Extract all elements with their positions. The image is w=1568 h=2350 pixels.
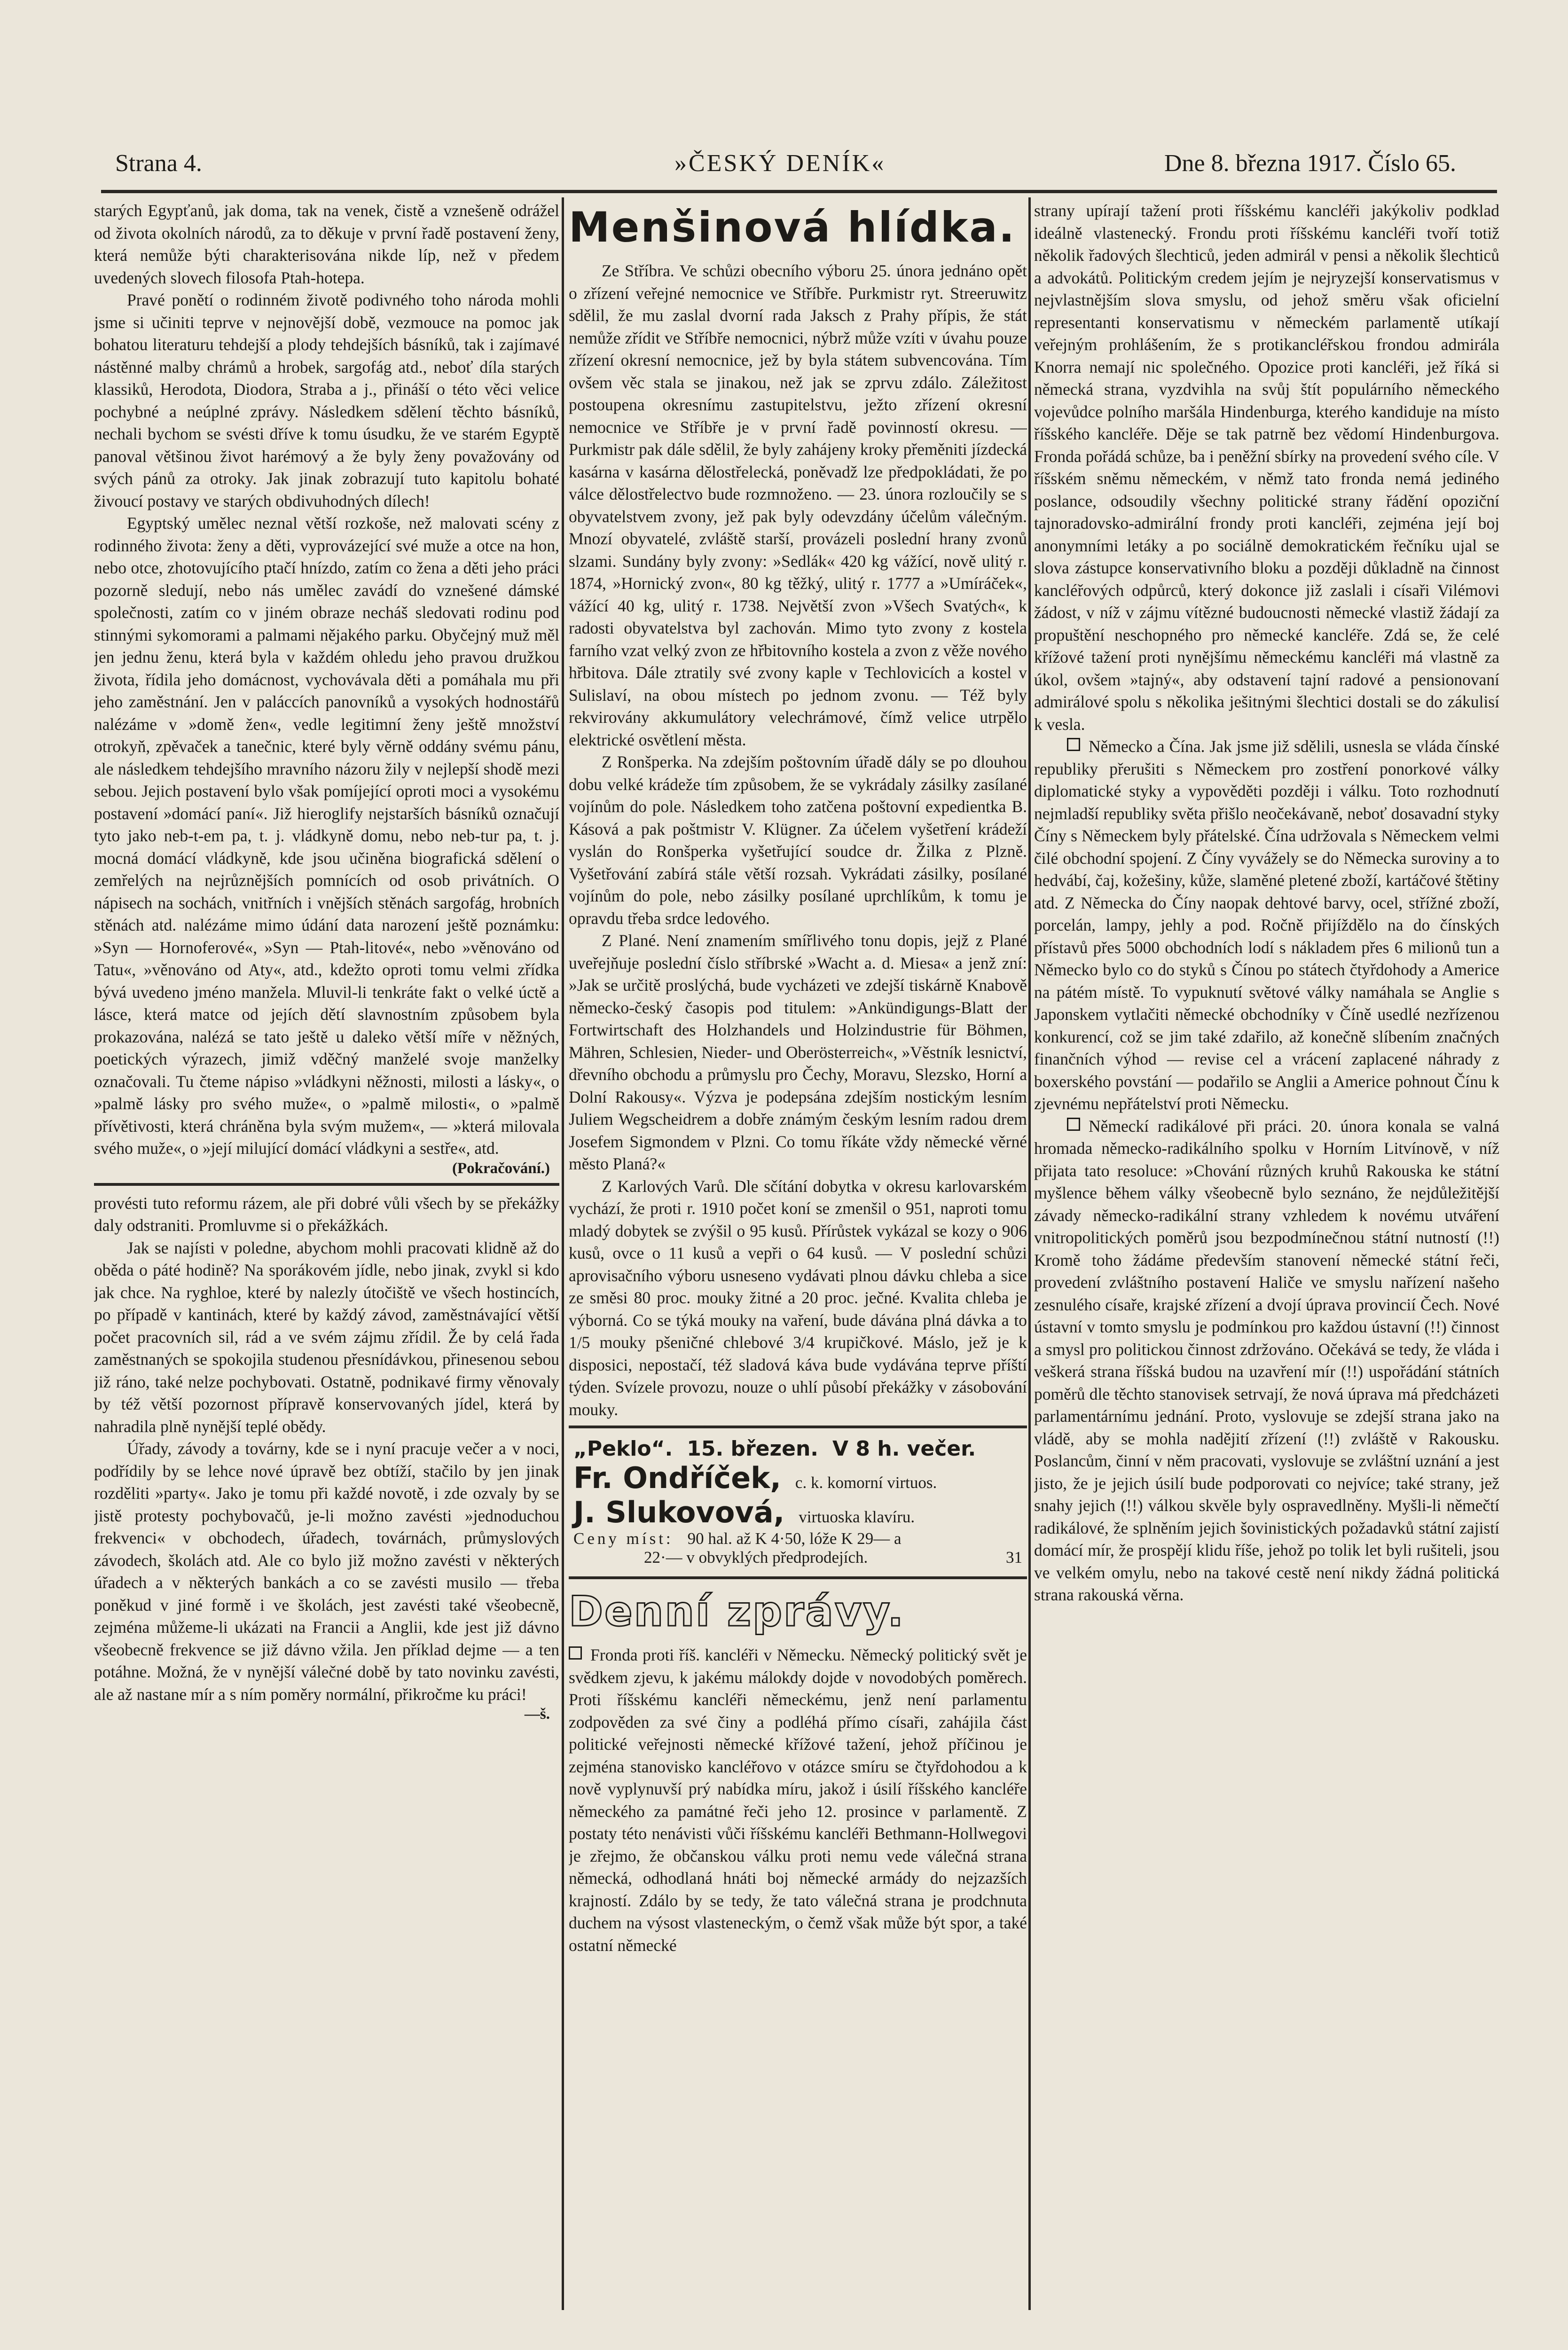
ad-performer-desc: virtuoska klavíru. — [799, 1508, 915, 1526]
news-item: Z Ronšperka. Na zdejším poštovním úřadě dály se po dlouhou dobu velké krádeže tím způsobem, že se vykrádaly zásilky zasílané vojínům do pole. Následkem toho zatčena poštovní expedientka B. Kásová a pak poštmistr V. Klügner. Za účelem vyšetření krádeží vyslán do Ronšperka vyšetřující soudce dr. Žilka z Plzně. Vyšetřování zabírá stále větší rozsah. Vykrádati zásilky, posílané vojínům do pole, nebo zásilky posílané uprchlíkům, k tomu je opravdu třeba srdce ledového. — [569, 752, 1027, 928]
ad-performer-2 — [573, 1495, 1022, 1529]
section-rule — [569, 1426, 1027, 1428]
section-rule — [569, 1576, 1027, 1579]
ad-event-name: „Peklo“. — [573, 1437, 673, 1461]
header-rule — [101, 190, 1497, 193]
date-issue: Dne 8. března 1917. Číslo 65. — [1164, 150, 1457, 177]
column-rule — [562, 197, 564, 2310]
article-paragraph: Jak se najísti v poledne, abychom mohli pracovati klidně až do oběda o páté hodině? Na sporákovém jídle, nebo jinak, zvykl si kdo jak chce. Na ryghloe, které by nalezly útočiště ve všech hostincích, po případě v kantinách, které by každý závod, zaměstnávající větší počet pracovních sil, rád a ve svém zájmu zřídil. Že by celá řada zaměstnaných se spokojila studenou přesnídávkou, přinesenou sebou již ráno, také nelze pochybovati. Ostatně, podnikavé firmy věnovaly by též větší pozornost přípravě konservovaných jídel, která by nahradila plně nynější teplé obědy. — [94, 1238, 559, 1436]
page-header — [101, 149, 1497, 187]
ad-line-event — [573, 1437, 1022, 1461]
ad-prices-line1: 90 hal. až K 4·50, lóže K 29— a — [687, 1529, 902, 1548]
square-bullet-icon — [1067, 1118, 1080, 1131]
news-item: Německo a Čína. Jak jsme již sdělili, usnesla se vláda čínské republiky přerušiti s Německem pro zostření ponorkové války diplomatické styky a vypověděti později i válku. Toto rozhodnutí nejmladší republiky světa přišlo neočekávaně, neboť dosavadní styky Číny s Německem byly přátelské. Čína udržovala s Německem velmi čilé obchodní spojení. Z Číny vyvážely se do Německa suroviny a to hedvábí, čaj, kožešiny, kůže, slaměné pletené zboží, kartáčové štětiny atd. Z Německa do Číny naopak dehtové barvy, ocel, střížné zboží, porcelán, lampy, jehly a pod. Ročně přijíždělo na do čínských přístavů přes 5000 obchodních lodí s nákladem přes 6 milionů tun a Německo bylo co do styků s Čínou po státech čtyřdohody a Americe na pátém místě. To vypuknutí světové války namáhala se Anglie s Japonskem vytlačiti německé obchodníky v Číně usedlé nezřízenou konkurencí, což se jim také zdařilo, až konečně slíbením značných finančních výhod — revise cel a vrácení zaplacené náhrady z boxerského povstání — podařilo se Anglii a Americe pohnout Čínu k zjevnému nepřátelství proti Německu. — [1034, 737, 1499, 1113]
page-number: Strana 4. — [115, 150, 202, 177]
continuation-note: (Pokračování.) — [452, 1159, 550, 1177]
article-paragraph: provésti tuto reformu rázem, ale při dobré vůli všech by se překážky daly odstraniti. Promluvme si o překážkách. — [94, 1193, 559, 1235]
section-rule — [94, 1183, 559, 1186]
section-heading: Menšinová hlídka. — [569, 203, 1016, 251]
news-item: Z Karlových Varů. Dle sčítání dobytka v okresu karlovarském vychází, že proti r. 1910 počet koní se zmenšil o 951, naproti tomu mladý dobytek se zvýšil o 95 kusů. Přírůstek vykázal se kozy o 906 kusů, ovce o 11 kusů a vepři o 64 kusů. — V poslední schůzi aprovisačního výboru usneseno vydávati plnou dávku chleba a sice ze směsi 80 proc. mouky žitné a 20 proc. ječné. Kvalita chleba je výborná. Co se týká mouky na vaření, bude dávána plná dávka a to 1/5 mouky pšeničné chlebové 3/4 krupičkové. Máslo, jež je k disposici, nepostačí, též sladová káva bude vydávána teprve příští týden. Svízele provozu, nouze o uhlí působí překážky v zásobování mouky. — [569, 1176, 1027, 1419]
concert-advertisement — [569, 1435, 1027, 1572]
article-paragraph: Pravé ponětí o rodinném životě podivného toho národa mohli jsme si učiniti teprve v nejnovější době, vezmouce na pomoc jak bohatou literaturu tehdejší a plody tehdejších básníků, tak i zajímavé nástěnné malby chrámů a hrobek, sargofág atd., neboť díla starých klassiků, Herodota, Diodora, Straba a j., přináší o této věci velice pochybné a neúplné zprávy. Následkem sdělení těchto básníků, nechali bychom se svésti dříve k tomu úsudku, že ve starém Egyptě panoval většinou život harémový a že byly ženy považovány od svých pánů za otroky. Jak jinak zobrazují tuto kapitolu bohaté živoucí postavy ve starých obdivuhodných dílech! — [94, 290, 559, 510]
news-item: Ze Stříbra. Ve schůzi obecního výboru 25. února jednáno opět o zřízení veřejné nemocnice ve Stříbře. Purkmistr ryt. Streeruwitz sdělil, že mu zaslal dvorní rada Jaksch z Prahy přípis, že stát nemůže zřídit ve Stříbře nemocnici, nýbrž může vzíti v úvahu pouze zřízení okresní nemocnice, jež by byla státem subvencována. Tím ovšem věc stala se jinakou, než jak se zprvu zdálo. Záležitost postoupena okresnímu zastupitelstvu, ježto zřízení okresní nemocnice ve Stříbře je v první řadě povinností okresu. — Purkmistr pak dále sdělil, že byly zahájeny kroky přeměniti jízdecká kasárna v kasárna dělostřelecká, poněvadž lze předpokládati, že po válce dělostřelectvo bude rozmnoženo. — 23. února rozloučily se s obyvatelstvem zvony, jež pak byly odevzdány účelům válečným. Mnozí obyvatelé, zvláště starší, provázeli poslední hrany zvonů slzami. Sundány byly zvony: »Sedlák« 420 kg vážící, nově ulitý r. 1874, »Hornický zvon«, 80 kg těžký, ulitý r. 1777 a »Umíráček«, vážící 40 kg, ulitý r. 1738. Největší zvon »Všech Svatých«, k radosti obyvatelstva byl zachován. Mimo tyto zvony z kostela farního vzat velký zvon ze hřbitovního kostela a zvon z věže nového hřbitova. Dále ztratily své zvony kaple v Techlovicích a kostel v Sulislaví, na obou místech po jednom zvonu. — Též byly rekvirovány akkumulátory velechrámové, čímž velice utrpělo elektrické osvětlení města. — [569, 261, 1027, 749]
ad-performer-name: Fr. Ondříček, — [573, 1461, 781, 1495]
ad-prices — [573, 1529, 1022, 1548]
ad-number: 31 — [1006, 1548, 1022, 1567]
column-rule — [1028, 197, 1031, 2310]
section-heading: Denní zprávy. — [569, 1587, 905, 1636]
ad-event-time: V 8 h. večer. — [832, 1437, 976, 1461]
ad-prices-2 — [573, 1548, 1022, 1567]
news-item: strany upírají tažení proti říšskému kancléři jakýkoliv podklad ideálně vlastenecký. Frondu proti říšskému kancléři tvoří totiž několik řadových šlechticů, jeden admirál v pensi a několik šlechticů a advokátů. Politickým credem jejím je nejryzejší konservatismus v nejvlastnějším slova smyslu, od jehož směru však oficielní representanti konservatismu v německém parlamentě utíkají veřejným prohlášením, že s protikancléřskou frondou admirála Knorra nemají nic společného. Opozice proti kancléři, jež říká si německá strana, vyzdvihla na svůj štít populárního německého vojevůdce polního maršála Hindenburga, kterého kandiduje na místo říšského kancléře. Děje se tak patrně bez vědomí Hindenburgova. Fronda pořádá schůze, ba i peněžní sbírky na provedení svého cíle. V říšském sněmu německém, v němž tato fronda nemá jediného poslance, odsoudily všechny politické strany řádění opoziční tajnoradovsko-admirální frondy proti kancléři, zejména její boj anonymními letáky a po sociálně demokratickém řečníku ujal se slova zástupce konservativního bloku a později důkladně na činnost kancléřových odpůrců, který dokonce již zaslali i císaři Vilémovi žádost, v níž v zájmu vítězné budoucnosti německé vlastiž žádají za propuštění neschopného pro německé kancléře. Zdá se, že celé křížové tažení proti nynějšímu německému kancléři má vlastně za úkol, ovšem »tajný«, aby odstavení tajní radové a pensionovaní admirálové spolu s několika ješitnými šlechtici dostali se do zákulisí k vesla. — [1034, 201, 1499, 734]
news-item: Fronda proti říš. kancléři v Německu. Německý politický svět je svědkem zjevu, k jakému málokdy dojde v novodobých poměrech. Proti říšskému kancléři německému, jenž není parlamentu zodpověden za své činy a podléhá přímo císaři, zahájila část politické veřejnosti německé křížové tažení, jehož příčinou je zejména stanovisko kancléřovo v otázce smíru se čtyřdohodou a k nově vyplynuvší prý nabídka míru, jakož i úsilí říšského kancléře německého za památné řeči jeho 12. prosince v parlamentě. Z postaty této nenávisti vůči říšskému kancléři Bethmann-Hollwegovi je zřejmo, že občanskou válku proti nemu vede válečná strana německá, odhodlaná hnáti boj německé armády do nejzazších krajností. Zdálo by se tedy, že tato válečná strana je prodchnuta duchem na výsost vlasteneckým, o čemž však může být spor, a také ostatní německé — [569, 1645, 1027, 1955]
masthead: »ČESKÝ DENÍK« — [674, 150, 886, 177]
column-2 — [569, 200, 1027, 2310]
ad-event-date: 15. březen. — [687, 1437, 819, 1461]
ad-performer-name: J. Slukovová, — [573, 1495, 785, 1529]
article-paragraph: Egyptský umělec neznal větší rozkoše, než malovati scény z rodinného života: ženy a děti, vyprovázející své muže a otce na hon, nebo otce, zhotovujícího ptačí hnízdo, zatím co žena a děti jeho práci pozorně sledují, nebo nás umělec zavádí do vznešené dámské společnosti, zatím co v jiném obraze necháš sledovati rodinu pod stinnými sykomorami a palmami nějakého parku. Obyčejný muž měl jen jednu ženu, která byla v každém ohledu jeho pravou družkou života, řídila jeho domácnost, vychovávala děti a pomáhala mu při jeho zaměstnání. Jen v paláccích panovníků a vysokých hodnostářů nalézáme v »domě žen«, vedle legitimní ženy ještě množství otrokyň, zpěvaček a tanečnic, které byly věrně oddány svému pánu, ale následkem tehdejšího mravního názoru žily v nejlepší shodě mezi sebou. Jejich postavení bylo však pomíjející oproti moci a vysokému postavení »domácí paní«. Již hieroglify nejstarších básníků označují tyto jako neb-t-em pa, t. j. vládkyně domu, nebo neb-tur pa, t. j. mocná domácí vládkyně, kde jsou učiněna biografická sdělení o zemřelých na nejrůznějších pomnících od osob privátních. O nápisech na sochách, vnitřních i vnějších stěnách sargofág, hrobních stěnách atd. nalézáme mimo údání data narození ještě poznámku: »Syn — Hornoferové«, »Syn — Ptah-litové«, nebo »věnováno od Tatu«, »věnováno od Aty«, atd., kdežto oproti tomu velmi zřídka bývá uvedeno jméno manžela. Mluvil-li tenkráte fakt o velké úctě a lásce, která matce od jejích dětí slavnostním způsobem byla prokazována, nalézá se tato ještě u daleko větší míře v něžných, poetických výrazech, jimiž vděčný manželé svoje manželky označovali. Tu čteme nápiso »vládkyni něžnosti, milosti a lásky«, o »palmě lásky pro svého muže«, o »palmě milosti«, o »palmě přívětivosti, která chráněna byla svým mužem«, — »která milovala svého muže«, o »její milující domácí vládkyni a sestře«, atd. — [94, 514, 559, 1158]
column-1 — [94, 200, 559, 2310]
news-item: Německí radikálové při práci. 20. února konala se valná hromada německo-radikálního spolku v Horním Litvínově, v níž přijata tato resoluce: »Chování různých kruhů Rakouska ke státní myšlence během války všeobecně bylo seznáno, že nejdůležitější závady německo-radikální strany vzhledem k novému utváření vnitropolitických poměrů jsou bezpodmínečnou státní nutností (!!) Kromě toho žádáme především stanovení německé státní řeči, provedení zvláštního postavení Haliče ve smyslu nařízení našeho zesnulého císaře, krajské zřízení a dvojí úprava provincií Čech. Nové ústavní v tomto smyslu je podmínkou pro každou ústavní (!!) činnost a smysl pro politickou činnost zdržováno. Očekává se tedy, že vláda i veškerá strana říšská budou na uzavření mír (!!) uspořádání státních poměrů dle těchto stanovisek setrvají, že nová úprava má předcházeti parlamentárnímu jednání. Proto, vyslovuje se zdejší strana jako na vládě, aby se mohla nadějití zřízení (!!) zvláště v Rakousku. Poslancům, činní v něm pracovati, vyslovuje se zvláštní uznání a jest jisto, že je jejich úsilí bude podporovati co nejvíce; také strany, jež snahy jejich (!!) válkou skvěle byly ospravedlněny. Myšli-li němečtí radikálové, že splněním jejich šovinistických požadavků státní zajistí domácí mír, že prospějí klidu říše, jehož po tolik let byli rušiteli, jsou ve velkém omylu, nebo na takové cestě není nikdy žádná politická strana rakouská věrna. — [1034, 1116, 1499, 1604]
author-signature: —š. — [524, 1706, 550, 1723]
ad-prices-line2: 22·— v obvyklých předprodejích. — [644, 1548, 868, 1567]
article-paragraph: starých Egypťanů, jak doma, tak na venek, čistě a vznešeně odrážel od života okolních národů, za to děkuje v první řadě postavení ženy, která nemůže býti charakterisována nikde líp, než v předem uvedených slovech filosofa Ptah-hotepa. — [94, 201, 559, 287]
ad-performer-desc: c. k. komorní virtuos. — [795, 1473, 937, 1492]
article-paragraph: Úřady, závody a továrny, kde se i nyní pracuje večer a v noci, podřídily by se lehce nové úpravě bez obtíží, stačilo by jen jinak rozděliti »party«. Jako je tomu při každé novotě, i zde ozvaly by se jistě protesty pochybovačů, je-li možno zavésti »jednoduchou frekvenci« v obchodech, úřadech, továrnách, průmyslových závodech, školách atd. Ale co bylo již možno zavésti v některých úřadech a v některých bankách a co se zavésti musilo — třeba poněkud v jiné formě i ve školách, jest zavésti také všeobecně, zejména můžeme-li ukázati na Francii a Anglii, kde jest již dávno všeobecně frekvence se již dávno vžila. Jen příklad dejme — a ten potáhne. Možná, že v nynější válečné době by tato novinku zavésti, ale až nastane mír a s ním poměry normální, přikročme ku práci! — [94, 1439, 559, 1704]
square-bullet-icon — [1067, 738, 1080, 751]
ad-performer-1 — [573, 1461, 1022, 1495]
ad-prices-label: Ceny míst: — [573, 1529, 674, 1548]
square-bullet-icon — [569, 1646, 582, 1660]
column-3 — [1034, 200, 1499, 2310]
news-item: Z Plané. Není znamením smířlivého tonu dopis, jejž z Plané uveřejňuje poslední číslo stříbrské »Wacht a. d. Miesa« a jenž zní: »Jak se určitě proslýchá, bude vycházeti ve zdejší tiskárně Knabově německo-český časopis pod titulem: »Ankündigungs-Blatt der Fortwirtschaft des Holzhandels und Holzindustrie für Böhmen, Mähren, Schlesien, Nieder- und Oberösterreich«, »Věstník lesnictví, dřevního obchodu a průmyslu pro Čechy, Moravu, Slezsko, Horní a Dolní Rakousy«. Výzva je podepsána zdejším nostickým lesním Juliem Wegscheidrem a dobře známým českým lesním radou drem Josefem Sigmondem v Plzni. Co tomu říkáte vždy německé věrné město Planá?« — [569, 931, 1027, 1173]
